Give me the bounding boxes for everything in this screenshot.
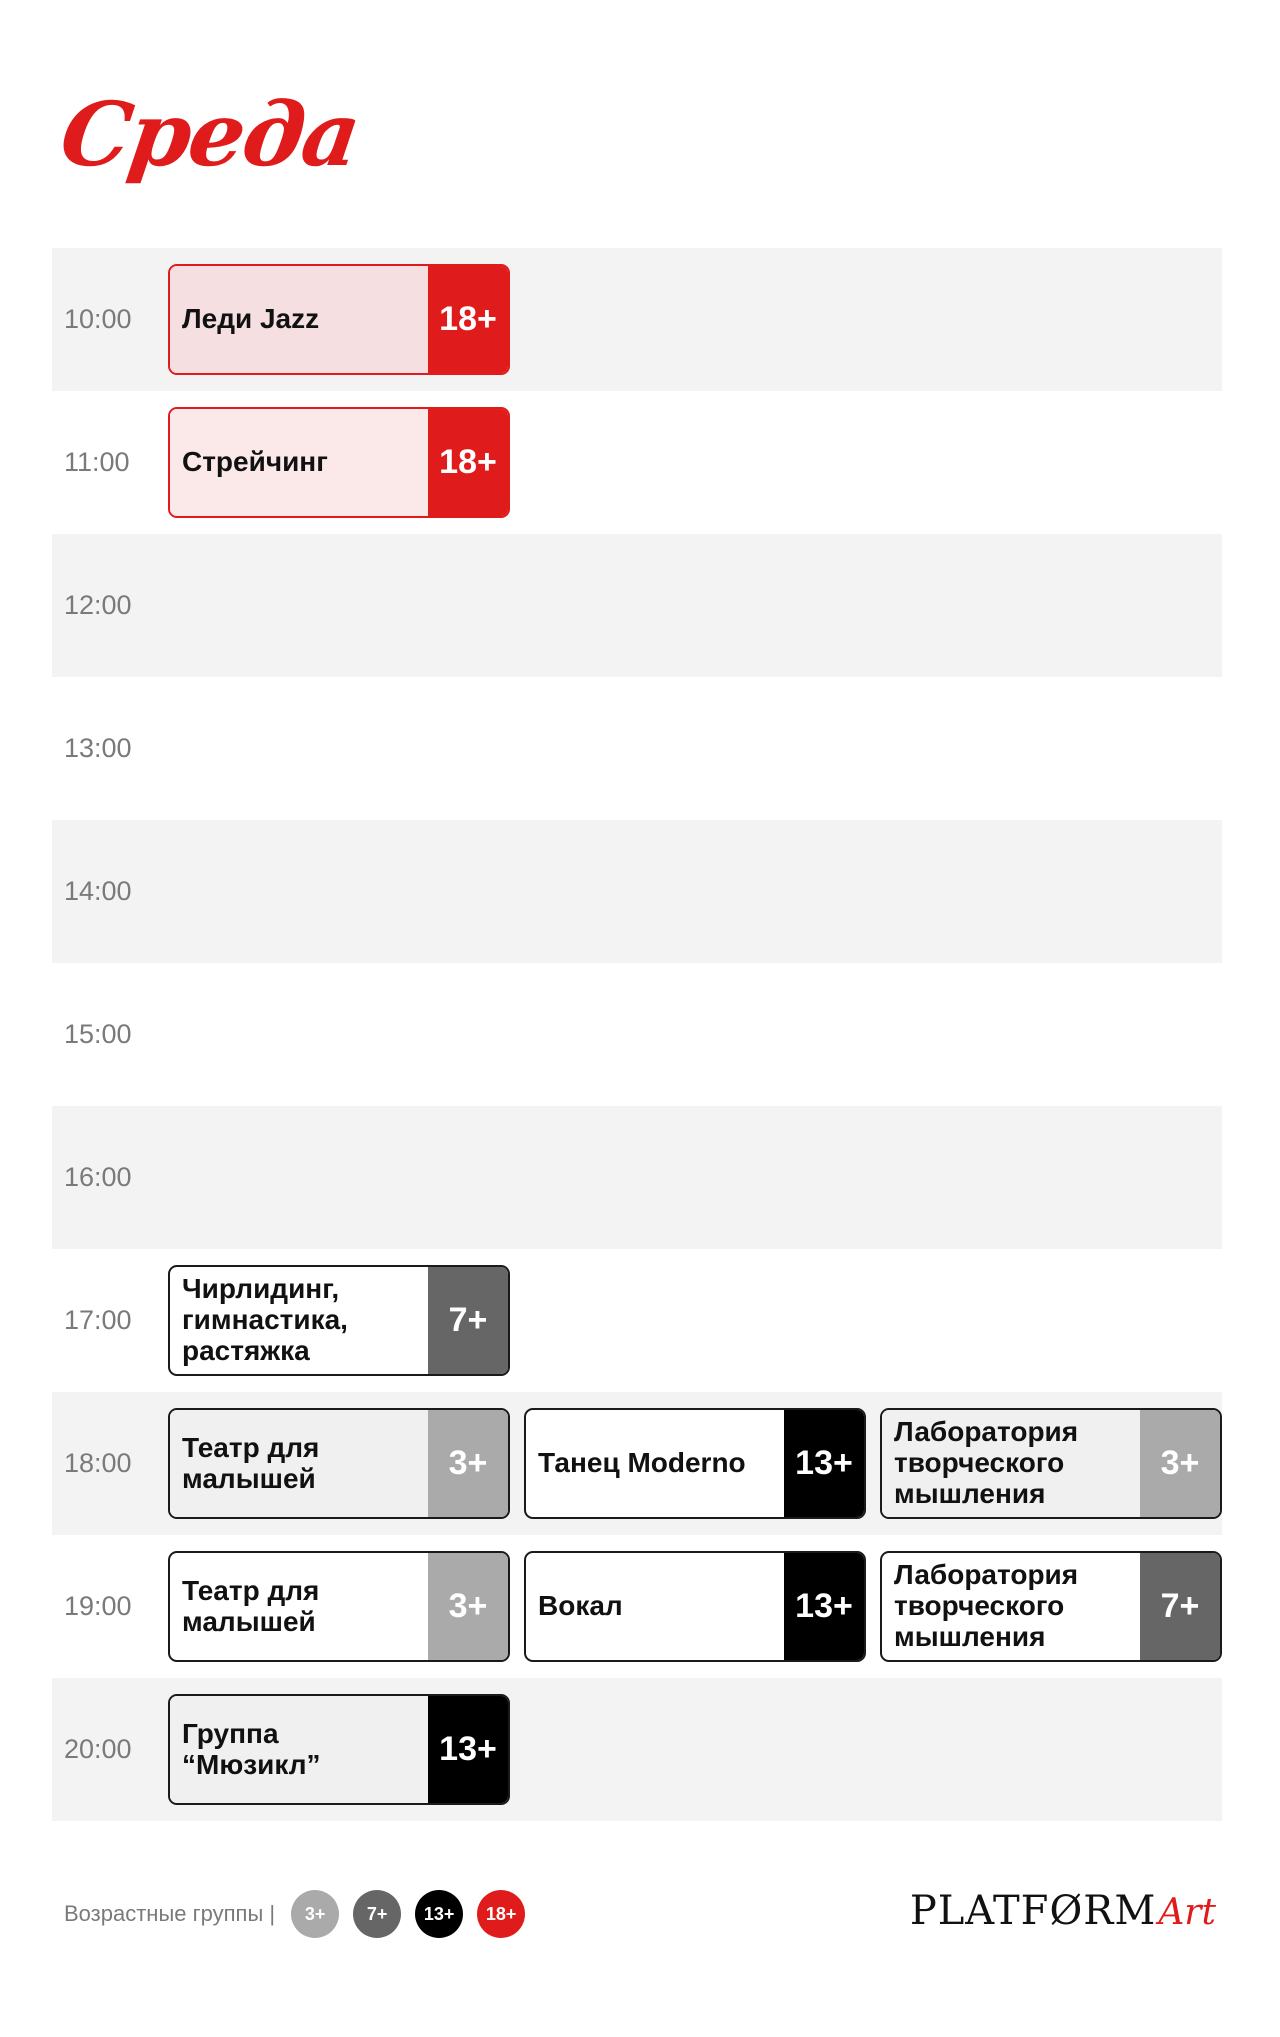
event-card[interactable]: [168, 1694, 510, 1805]
event-card[interactable]: [168, 407, 510, 518]
time-row: [52, 248, 1222, 391]
time-row: [52, 820, 1222, 963]
time-label: 16:00: [64, 1162, 132, 1192]
age-badge: 3+: [428, 1410, 508, 1517]
event-card[interactable]: [524, 1551, 866, 1662]
age-badge: 3+: [428, 1553, 508, 1660]
age-badge: 13+: [428, 1696, 508, 1803]
schedule-grid: [52, 248, 1222, 1821]
event-card[interactable]: [168, 1265, 510, 1376]
legend-badge-13: 13+: [415, 1890, 463, 1938]
page-title: Среда: [54, 82, 366, 186]
legend-badge-18: 18+: [477, 1890, 525, 1938]
time-label: 13:00: [64, 733, 132, 763]
time-row: [52, 391, 1222, 534]
time-row: [52, 534, 1222, 677]
event-card[interactable]: [524, 1408, 866, 1519]
time-row: [52, 963, 1222, 1106]
time-row: [52, 1535, 1222, 1678]
event-name: Театр для малышей: [182, 1574, 320, 1637]
time-row: [52, 677, 1222, 820]
event-name: Леди Jazz: [170, 266, 428, 373]
age-badge: 18+: [428, 266, 508, 373]
event-name: Стрейчинг: [170, 409, 428, 516]
event-card[interactable]: [168, 264, 510, 375]
age-badge: 7+: [1140, 1553, 1220, 1660]
time-label: 19:00: [64, 1591, 132, 1621]
age-badge: 13+: [784, 1553, 864, 1660]
time-label: 20:00: [64, 1734, 132, 1764]
event-name: Чирлидинг, гимнастика, растяжка: [182, 1273, 348, 1366]
time-label: 11:00: [64, 447, 130, 477]
event-name: Театр для малышей: [170, 1410, 428, 1517]
event-name: Лаборатория творческого мышления: [894, 1559, 1079, 1652]
logo-main-text: PLATFØRM: [909, 1888, 1157, 1934]
event-name: Лаборатория творческого мышления: [882, 1410, 1140, 1517]
time-row: [52, 1249, 1222, 1392]
time-label: 17:00: [64, 1305, 132, 1335]
event-name: Танец Moderno: [538, 1447, 746, 1479]
legend-label: Возрастные группы |: [64, 1901, 276, 1926]
logo-accent-text: Art: [1158, 1892, 1216, 1933]
platform-art-logo: [910, 1888, 1216, 1934]
event-card[interactable]: [880, 1408, 1222, 1519]
time-label: 10:00: [64, 304, 132, 334]
age-badge: 3+: [1140, 1410, 1220, 1517]
legend-badge-3: 3+: [291, 1890, 339, 1938]
age-badge: 18+: [428, 409, 508, 516]
event-card[interactable]: [168, 1408, 510, 1519]
age-badge: 7+: [428, 1267, 508, 1374]
time-row: [52, 1392, 1222, 1535]
event-card[interactable]: [880, 1551, 1222, 1662]
age-badge: 13+: [784, 1410, 864, 1517]
time-row: [52, 1678, 1222, 1821]
event-card[interactable]: [168, 1551, 510, 1662]
time-label: 18:00: [64, 1448, 132, 1478]
time-label: 12:00: [64, 590, 132, 620]
time-label: 15:00: [64, 1019, 132, 1049]
time-label: 14:00: [64, 876, 132, 906]
event-name: Вокал: [538, 1590, 623, 1622]
legend-badge-7: 7+: [353, 1890, 401, 1938]
event-name: Группа “Мюзикл”: [170, 1696, 428, 1803]
time-row: [52, 1106, 1222, 1249]
age-legend: [64, 1890, 525, 1938]
